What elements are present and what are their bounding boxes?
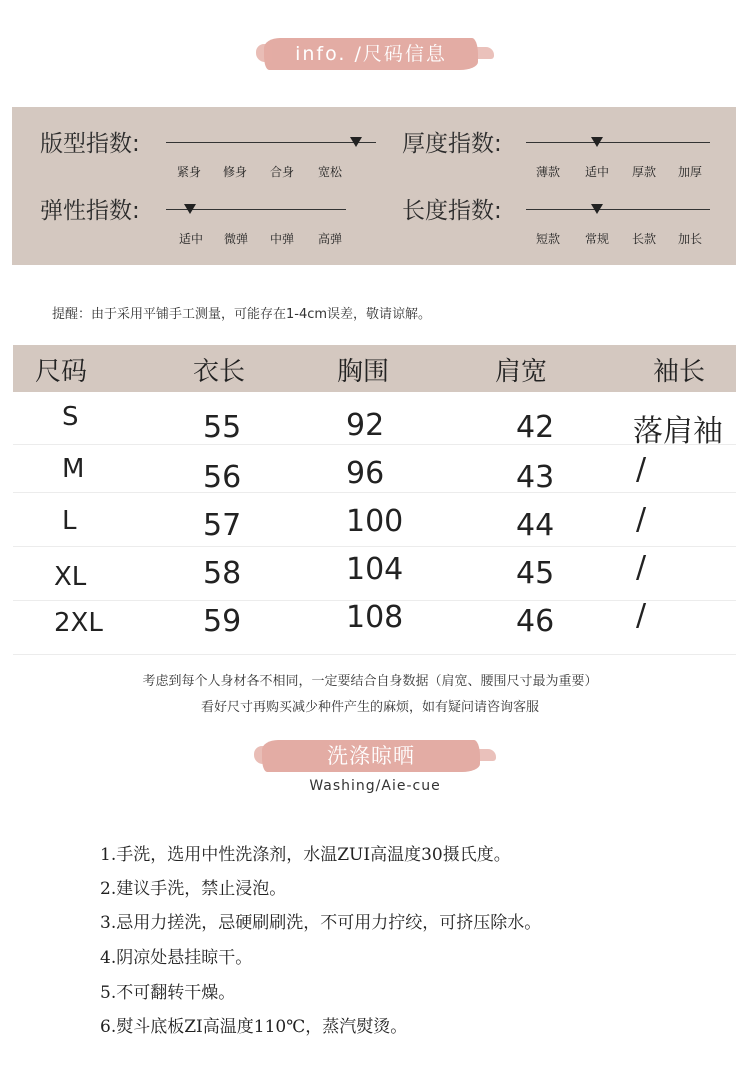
fit-index-panel (12, 107, 736, 265)
table-cell-shoulder: 46 (516, 604, 555, 639)
info-title-banner (264, 38, 478, 70)
table-row-size: S (62, 402, 79, 432)
thickness-tick: 厚款 (631, 165, 657, 179)
washing-title-banner (262, 740, 480, 772)
table-cell-length: 55 (203, 410, 242, 445)
table-row-size: L (62, 506, 77, 536)
table-cell-chest: 92 (346, 408, 385, 443)
fit-index-label: 版型指数: (40, 131, 140, 157)
elasticity-tick: 高弹 (317, 232, 343, 246)
table-cell-length: 59 (203, 604, 242, 639)
care-instruction: 4.阴凉处悬挂晾干。 (100, 948, 253, 968)
elasticity-tick: 中弹 (269, 232, 295, 246)
length-tick: 长款 (631, 232, 657, 246)
thickness-index-label: 厚度指数: (402, 131, 502, 157)
table-cell-sleeve: / (636, 452, 647, 487)
table-cell-length: 56 (203, 460, 242, 495)
table-cell-length: 57 (203, 508, 242, 543)
table-cell-chest: 104 (346, 552, 404, 587)
thickness-selected-marker (591, 137, 603, 147)
header-chest: 胸围 (337, 357, 390, 387)
row-divider (13, 444, 736, 445)
row-divider (13, 654, 736, 655)
elasticity-tick: 适中 (178, 232, 204, 246)
length-selected-marker (591, 204, 603, 214)
elasticity-tick: 微弹 (223, 232, 249, 246)
length-tick: 常规 (584, 232, 610, 246)
care-instruction: 5.不可翻转干燥。 (100, 983, 236, 1003)
thickness-index-scale (526, 142, 710, 143)
table-row-size: XL (54, 562, 87, 592)
size-table-header (13, 345, 736, 392)
header-length: 衣长 (193, 357, 246, 387)
table-cell-sleeve: / (636, 502, 647, 537)
header-size: 尺码 (35, 357, 88, 387)
table-cell-length: 58 (203, 556, 242, 591)
elasticity-selected-marker (184, 204, 196, 214)
length-index-label: 长度指数: (402, 198, 502, 224)
fit-tick: 紧身 (176, 165, 202, 179)
length-tick: 加长 (677, 232, 703, 246)
table-cell-shoulder: 45 (516, 556, 555, 591)
length-index-scale (526, 209, 710, 210)
fit-tick: 合身 (269, 165, 295, 179)
header-sleeve: 袖长 (653, 357, 706, 387)
fit-selected-marker (350, 137, 362, 147)
length-tick: 短款 (535, 232, 561, 246)
row-divider (13, 546, 736, 547)
thickness-tick: 加厚 (677, 165, 703, 179)
table-cell-shoulder: 44 (516, 508, 555, 543)
row-divider (13, 492, 736, 493)
thickness-tick: 适中 (584, 165, 610, 179)
measurement-note: 提醒：由于采用平铺手工测量，可能存在1-4cm误差，敬请谅解。 (52, 307, 432, 322)
washing-subtitle: Washing/Aie-cue (309, 778, 441, 794)
header-shoulder: 肩宽 (495, 357, 548, 387)
table-cell-sleeve: / (636, 598, 647, 633)
fit-index-scale (166, 142, 376, 143)
care-instruction: 3.忌用力搓洗，忌硬刷刷洗，不可用力拧绞，可挤压除水。 (100, 913, 542, 933)
table-cell-sleeve: 落肩袖 (633, 414, 723, 449)
info-title: info. /尺码信息 (295, 43, 447, 65)
fit-tick: 宽松 (317, 165, 343, 179)
care-instruction: 2.建议手洗，禁止浸泡。 (100, 879, 287, 899)
table-cell-shoulder: 43 (516, 460, 555, 495)
size-tip: 看好尺寸再购买减少种件产生的麻烦，如有疑问请咨询客服 (200, 700, 539, 715)
fit-tick: 修身 (222, 165, 248, 179)
table-cell-chest: 100 (346, 504, 404, 539)
thickness-tick: 薄款 (535, 165, 561, 179)
care-instruction: 1.手洗，选用中性洗涤剂，水温ZUI高温度30摄氏度。 (100, 845, 511, 865)
table-row-size: 2XL (54, 608, 103, 638)
elasticity-index-label: 弹性指数: (40, 198, 140, 224)
table-cell-chest: 96 (346, 456, 385, 491)
table-cell-sleeve: / (636, 550, 647, 585)
washing-title: 洗涤晾晒 (327, 744, 415, 768)
table-cell-shoulder: 42 (516, 410, 555, 445)
size-tip: 考虑到每个人身材各不相同，一定要结合自身数据（肩宽、腰围尺寸最为重要） (142, 674, 598, 689)
table-cell-chest: 108 (346, 600, 404, 635)
care-instruction: 6.熨斗底板ZI高温度110℃，蒸汽熨烫。 (100, 1017, 408, 1037)
table-row-size: M (62, 454, 85, 484)
